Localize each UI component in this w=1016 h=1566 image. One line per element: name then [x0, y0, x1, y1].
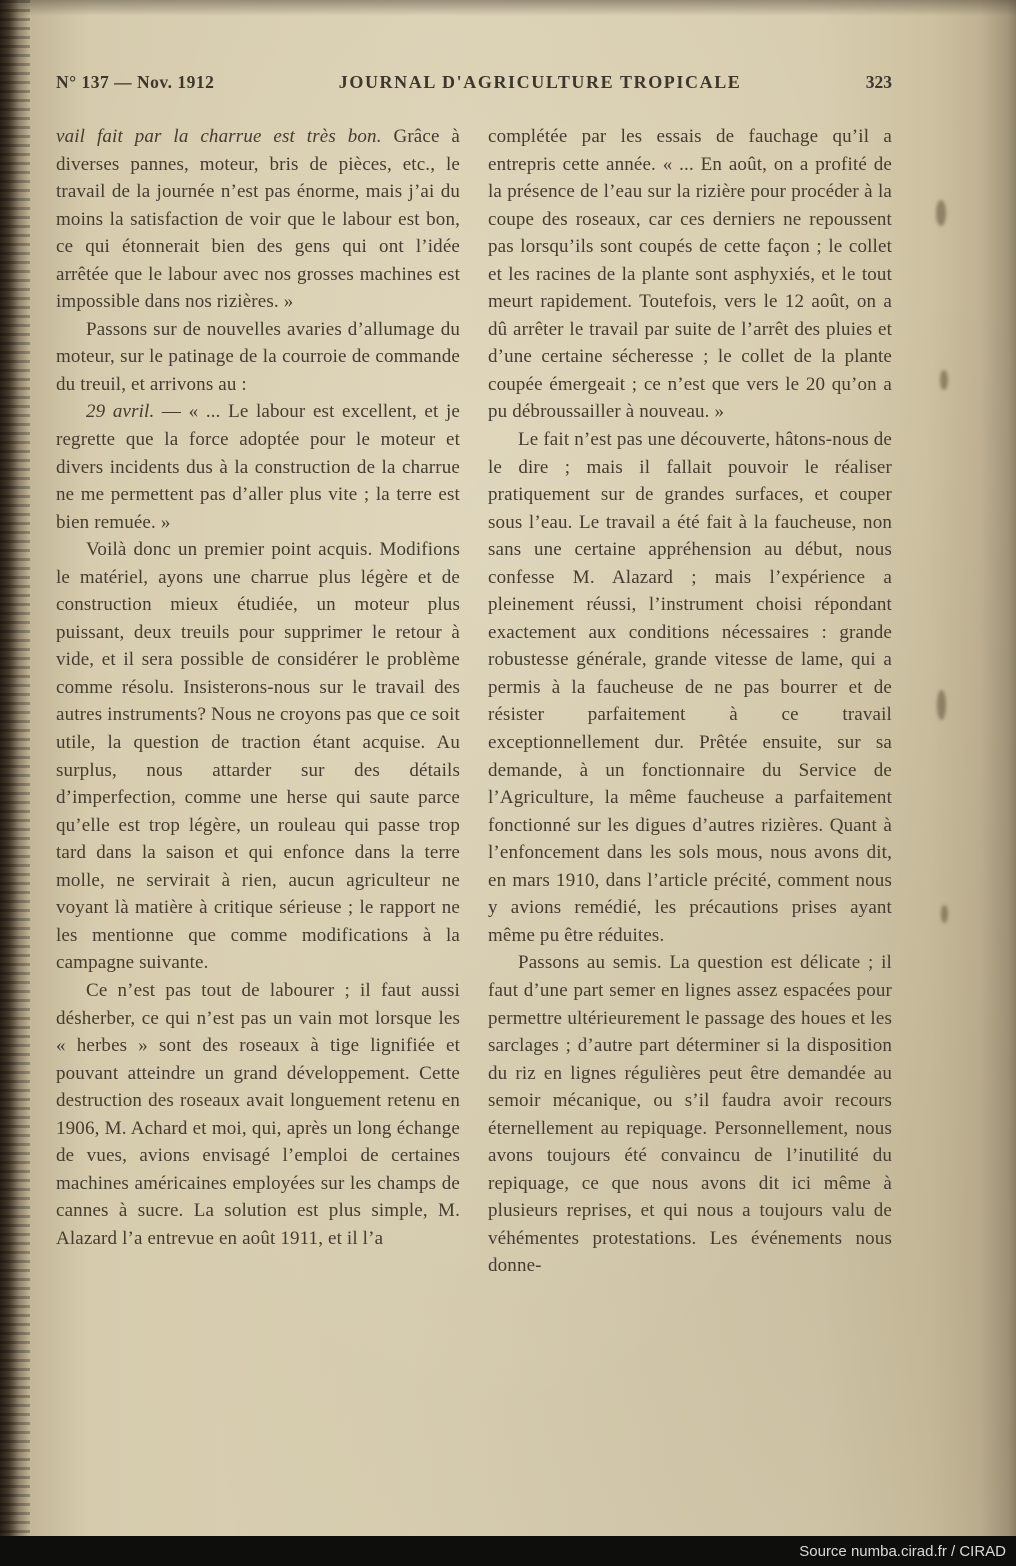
- paragraph: Voilà donc un premier point acquis. Modifions le matériel, ayons une charrue plus légère et de construction mieux étudiée, un moteur plus puissant, deux treuils pour supprimer le retour à vide, et il sera possible de considérer le problème comme résolu. Insisterons-nous sur le travail des autres instruments? Nous ne croyons pas que ce soit utile, la question de traction étant acquise. Au surplus, nous attarder sur des détails d’imperfection, comme une herse qui saute parce qu’elle est trop légère, un rouleau qui passe trop tard dans la saison et qui enfonce dans la terre molle, ne servirait à rien, aucun agriculteur ne voyant là matière à critique sérieuse ; le rapport ne les mentionne que comme modifications à la campagne suivante.: [56, 539, 460, 974]
- scan-artifact: [936, 200, 946, 226]
- scan-artifact: [941, 905, 948, 923]
- left-column: [56, 123, 460, 1280]
- journal-title: JOURNAL D'AGRICULTURE TROPICALE: [338, 72, 742, 92]
- paragraph: Ce n’est pas tout de labourer ; il faut aussi désherber, ce qui n’est pas un vain mot lorsque les « herbes » sont des roseaux à tige lignifiée et pouvant atteindre un grand développement. Cette destruction des roseaux avait longuement retenu en 1906, M. Achard et moi, qui, après un long échange de vues, avions envisagé l’emploi de certaines machines américaines employées sur les champs de cannes à sucre. La solution est plus simple, M. Alazard l’a entrevue en août 1911, et il l’a: [56, 979, 460, 1249]
- paragraph: complétée par les essais de fauchage qu’il a entrepris cette année. « ... En août, on a profité de la présence de l’eau sur la rizière pour procéder à la coupe des roseaux, car ces derniers ne repoussent pas lorsqu’ils sont coupés de cette façon ; le collet et les racines de la plante sont asphyxiés, et le tout meurt rapidement. Toutefois, vers le 12 août, on a dû arrêter le travail par suite de l’arrêt des pluies et d’une certaine sécheresse ; le collet de la plante coupée émergeait ; ce n’est que vers le 20 qu’on a pu débroussailler à nouveau. »: [488, 126, 892, 423]
- issue-number: N° 137 — Nov. 1912: [56, 72, 215, 92]
- source-credit: Source numba.cirad.fr / CIRAD: [799, 1542, 1006, 1560]
- text-columns: [56, 123, 892, 1280]
- scan-artifact: [937, 690, 946, 720]
- italic-lead: 29 avril.: [86, 401, 155, 423]
- page-content: [56, 72, 892, 1280]
- paragraph: Passons au semis. La question est délicate ; il faut d’une part semer en lignes assez espacées pour permettre ultérieurement le passage des houes et les sarclages ; d’autre part déterminer si la disposition du riz en lignes régulières peut être demandée au semoir mécanique, ou s’il faudra avoir recours éternellement au repiquage. Personnellement, nous avons toujours été convaincu de l’inutilité du repiquage, ce que nous avons dit ici même à plusieurs reprises, et qui nous a toujours valu de véhémentes protestations. Les événements nous donne-: [488, 952, 892, 1277]
- page-header: [56, 72, 892, 93]
- paragraph: 29 avril. — « ... Le labour est excellent, et je regrette que la force adoptée pour le moteur et divers incidents dus à la construction de la charrue ne me permettent pas d’aller plus vite ; la terre est bien remuée. »: [56, 401, 460, 533]
- source-bar: [0, 1536, 1016, 1566]
- italic-lead: vail fait par la charrue est très bon.: [56, 126, 382, 147]
- paragraph: vail fait par la charrue est très bon. Grâce à diverses pannes, moteur, bris de pièces, etc., le travail de la journée n’est pas énorme, mais j’ai du moins la satisfaction de voir que le labour est bon, ce qui étonnerait bien des gens qui ont l’idée arrêtée que le labour avec nos grosses machines est impossible dans nos rizières. »: [56, 126, 460, 313]
- scan-artifact: [940, 370, 948, 390]
- paragraph: Le fait n’est pas une découverte, hâtons-nous de le dire ; mais il fallait pouvoir le réaliser pratiquement sur de grandes surfaces, et couper sous l’eau. Le travail a été fait à la faucheuse, non sans une certaine appréhension au début, nous confesse M. Alazard ; mais l’expérience a pleinement réussi, l’instrument choisi répondant exactement aux conditions nécessaires : grande robustesse générale, grande vitesse de lame, qui a permis à la faucheuse de ne pas bourrer et de résister parfaitement à ce travail exceptionnellement dur. Prêtée ensuite, sur sa demande, à un fonctionnaire du Service de l’Agriculture, la même faucheuse a parfaitement fonctionné sur les digues d’autres rizières. Quant à l’enfoncement dans les sols mous, nous avons dit, en mars 1910, dans l’article précité, comment nous y avions remédié, les précautions prises ayant même pu être réduites.: [488, 429, 892, 946]
- page-number: 323: [865, 72, 892, 92]
- book-spine: [0, 0, 30, 1536]
- paragraph: Passons sur de nouvelles avaries d’allumage du moteur, sur le patinage de la courroie de commande du treuil, et arrivons au :: [56, 318, 460, 395]
- right-column: [488, 123, 892, 1280]
